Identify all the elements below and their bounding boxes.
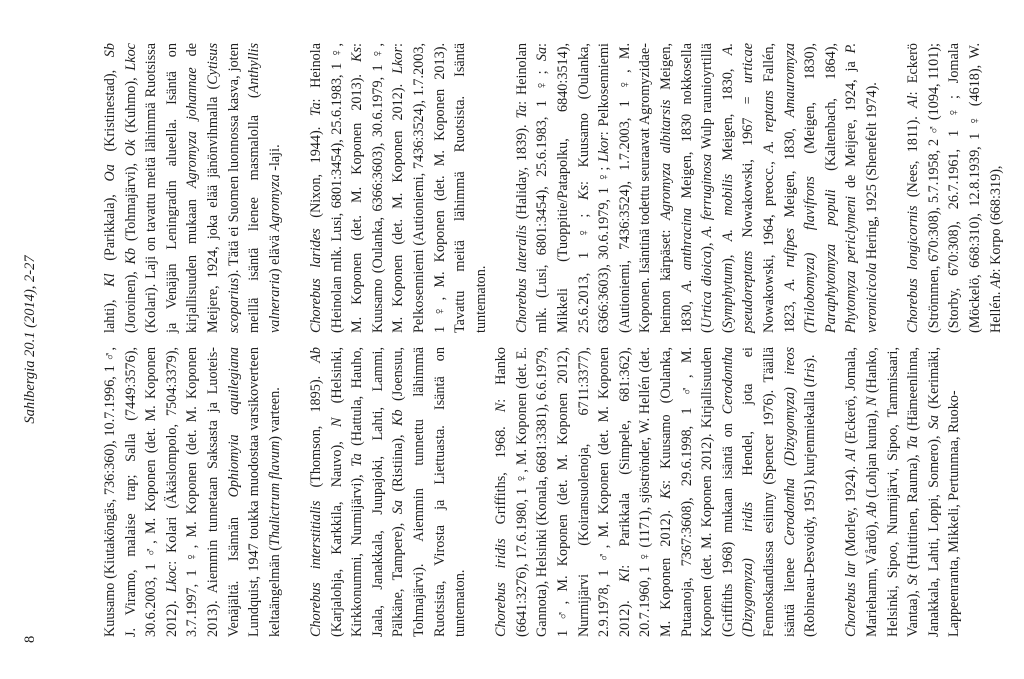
text-run: : Heinola (Heinolan mlk. Lusi, 6801:3454), 25.6.1983, 1 ♀, M. Koponen (det. M. Koponen 2013). bbox=[307, 43, 366, 333]
text-run: : Kuusamo (Oulanka, 6366:3603), 30.6.1979, 1 ♀; bbox=[575, 43, 613, 333]
italic-run: A. anthracina bbox=[678, 207, 695, 292]
text-run: : Pelkosenniemi (Autioniemi, 7436:3524), 1.7.2003, 1 ♀, M. Koponen (det. M. Koponen 2013). Tavattu meitä lähimmä Ruotsista. Isäntä tuntematon. bbox=[390, 43, 489, 333]
text-run: : Hanko (6641:3276), 17.6.1980, 1 ♀, M. Koponen (det. E. Gannota), Helsinki (Konala, 6681:3381), 6.6.1979, 1 ♂, M. Koponen (det. M. Koponen 2012), Nurmijärvi (Koiransuolenoja, 6711:3377), 2.9.1978, 1 ♂, M. Koponen (det. M. Koponen 2012). bbox=[493, 346, 633, 637]
text-run: (Ristiina), bbox=[390, 426, 407, 501]
text-run: Hendel, jota ei Fennoskandiassa esiinny (Spencer 1976). Täällä isäntä lienee bbox=[740, 347, 798, 637]
text-run: : Mikkeli (Tuoppitie/Patapolku, 6840:3514), 25.6.2013, 1 ♀; bbox=[534, 43, 592, 333]
italic-run: Lkor bbox=[596, 135, 613, 163]
italic-run: Cytisus scoparius bbox=[204, 43, 242, 333]
text-run: (Nixon, 1944). bbox=[307, 116, 324, 229]
italic-run: Sa bbox=[925, 415, 942, 430]
text-run: (Lohjan kunta), bbox=[863, 406, 880, 502]
text-run: de Meijere, 1924, ja bbox=[843, 53, 860, 196]
italic-run: N bbox=[863, 396, 880, 407]
paragraph bbox=[841, 347, 965, 637]
italic-run: Chorebus iridis bbox=[493, 538, 510, 637]
text-run: (Nees, 1811). bbox=[905, 107, 922, 206]
paragraph bbox=[100, 43, 285, 333]
text-run: Meigen, 1830, bbox=[719, 55, 736, 174]
text-run: (Helsinki, Kirkkonummi, Nurmijärvi), bbox=[328, 347, 366, 637]
paragraph bbox=[512, 43, 883, 333]
italic-run: P. veronicicola bbox=[843, 42, 880, 333]
italic-run: Ta bbox=[905, 435, 922, 450]
italic-run: A. ferruginosa bbox=[699, 153, 716, 238]
italic-run: Lkor bbox=[390, 46, 407, 74]
text-run: (Hattula, Hauho, Jaala, Janakkala, Juupajoki, Lahti, Lammi, Pälkäne, Tampere), bbox=[349, 347, 407, 637]
italic-run: Chorebus lar bbox=[843, 561, 860, 637]
text-run: (Hanko, Helsinki, Sipoo, Nurmijärvi, Sipoo, Tammisaari, Vantaa), bbox=[863, 347, 922, 637]
right-text-column bbox=[100, 43, 1006, 333]
text-run: Griffiths, 1968. bbox=[493, 412, 510, 539]
italic-run: Chorebus lateralis bbox=[513, 225, 530, 333]
text-run: (Morley, 1924). bbox=[843, 461, 860, 562]
text-run: (Karjalohja, Karkkila, Nauvo), bbox=[328, 427, 345, 637]
italic-run: St bbox=[905, 574, 922, 586]
italic-run: Al bbox=[905, 95, 922, 108]
text-run: Fallén, 1823, bbox=[761, 43, 798, 333]
italic-run: Kl bbox=[102, 273, 118, 287]
italic-run: Iris bbox=[802, 362, 819, 383]
italic-run: Kb bbox=[122, 247, 139, 265]
text-run: : Korpo (668:319), bbox=[987, 165, 1004, 273]
italic-run: Ks bbox=[658, 483, 675, 499]
text-run: ) varteen. bbox=[266, 387, 283, 441]
text-run: Meigen, 1830 nokkosella ( bbox=[678, 43, 716, 333]
text-run: lahti), bbox=[102, 286, 118, 333]
text-run: (Joensuu, Tohmajärvi). Aiemmin tunnettu lähimmä Ruotsista, Virosta ja Liettuasta. Isäntä on tuntematon. bbox=[390, 347, 469, 637]
italic-run: Amauromyza (Trilobomyza) flavifrons bbox=[781, 43, 819, 333]
page-number: 8 bbox=[22, 635, 38, 643]
text-run: ) elävä bbox=[266, 231, 283, 274]
text-run: (Kristinestad), bbox=[102, 57, 118, 165]
paragraph bbox=[491, 347, 821, 637]
left-text-column bbox=[100, 347, 965, 637]
paragraph bbox=[100, 347, 285, 637]
italic-run: Agromyza bbox=[266, 174, 283, 232]
italic-run: N bbox=[328, 417, 345, 428]
text-run: ), bbox=[699, 237, 716, 251]
italic-run: Ab bbox=[863, 501, 880, 518]
italic-run: Ta bbox=[307, 102, 324, 117]
italic-run: Ta bbox=[349, 453, 366, 467]
italic-run: Symphytum bbox=[719, 262, 736, 329]
italic-run: Al bbox=[843, 448, 860, 462]
text-run: : Eckerö (Strömmen, 670:308), 5.7.1958, 2 ♂ (1094, 1101); (Storby, 670:308), 26.7.1961, 1 ♀; Jomala (Möckelö, 668:310), 12.8.1939, 1 ♀ (4618), W. Hellén. bbox=[905, 43, 1004, 333]
italic-run: N bbox=[493, 402, 510, 413]
italic-run: Chorebus larides bbox=[307, 228, 324, 333]
italic-run: A. rufipes bbox=[781, 228, 798, 291]
text-run: Wulp raunioyrtillä ( bbox=[699, 43, 736, 333]
paragraph bbox=[306, 43, 491, 333]
paragraph bbox=[903, 43, 1006, 333]
text-run: Meigen, 1830, bbox=[781, 117, 798, 229]
text-run: Lundquist, 1947 toukka muodostaa varsikoverteen keltaängelmän ( bbox=[246, 347, 283, 637]
italic-run: Sa bbox=[534, 46, 551, 62]
italic-run: Ks bbox=[349, 46, 366, 62]
italic-run: Sb bbox=[102, 43, 118, 58]
text-run: ). Tätä ei Suomen luonnossa kasva, joten meillä isäntä lienee masmalolla ( bbox=[225, 43, 263, 333]
text-run: (Hämeenlinna, Janakkala, Lahti, Loppi, Somero), bbox=[905, 346, 942, 637]
text-run: Meigen, 1830, bbox=[658, 42, 695, 333]
text-run: (Parikkala), bbox=[102, 181, 118, 274]
text-run: : Kuusamo (Oulanka, Putaanoja, 7367:3608), 29.6.1998, 1 ♂, M. Koponen (det. M. Koponen 2012). Kirjallisuuden (Griffiths 1968) mukaan isäntä on bbox=[658, 347, 736, 637]
text-run: (Kaltenbach, 1864), bbox=[822, 43, 839, 190]
italic-run: Paraphytomyza populi bbox=[822, 189, 839, 333]
text-run: -laji. bbox=[266, 144, 283, 175]
text-run: (Huittinen, Rauma), bbox=[905, 449, 922, 575]
text-run: (Kerimäki, Lappeenranta, Mikkeli, Pertunmaa, Ruoko- bbox=[925, 347, 963, 637]
text-run: : Kuusamo (Oulanka, 6366:3603), 30.6.1979, 1 ♀, M. Koponen (det. M. Koponen 2012). bbox=[349, 43, 407, 333]
italic-run: Ophiomyia aquilegiana bbox=[225, 347, 242, 498]
journal-citation: Sahlbergia 20.1 (2014), 2-27 bbox=[22, 255, 38, 424]
text-run: (Eckerö, Jomala, Mariehamn, Vårdö), bbox=[843, 347, 880, 637]
italic-run: Phytomyza periclymeni bbox=[843, 195, 860, 333]
text-run: : Parikkala (Simpele, 681:362), 20.7.1960, 1 ♀ (1171), sjöströnder, W. Hellén (det. M. Koponen 2012). bbox=[616, 347, 675, 637]
paragraph bbox=[306, 347, 471, 637]
italic-run: Lkoc bbox=[122, 43, 139, 71]
italic-run: Agromyza johannae bbox=[184, 67, 201, 189]
text-run: (Kolari). Laji on tavattu meitä lähimmä Ruotsissa ja Venäjän Leningradin alueella. Isäntä on kirjallisuuden mukaan bbox=[143, 43, 201, 333]
italic-run: Ab bbox=[307, 347, 324, 363]
text-run: Kuusamo (Kiutaköngäs, 736:360), 10.7.1996, 1 ♂, J. Viramo, malaise trap; Salla (7449:3576), 30.6.2003, 1 ♂, M. Koponen (det. M. Koponen 2012). bbox=[102, 347, 180, 637]
italic-run: Cerodontha (Dizygomyza) ireos bbox=[781, 347, 798, 546]
text-run: ). bbox=[802, 354, 819, 363]
text-run: (Robineau-Desvoidy, 1951) kurjenmiekalla ( bbox=[802, 382, 819, 637]
italic-run: Urtica dioica bbox=[699, 250, 716, 329]
text-run: (Haliday, 1839). bbox=[513, 118, 530, 226]
italic-run: Ta bbox=[513, 104, 530, 119]
italic-run: Sa bbox=[390, 500, 407, 515]
italic-run: Ok bbox=[122, 139, 139, 157]
italic-run: Ks bbox=[575, 184, 592, 200]
text-run: (Tohmajärvi), bbox=[122, 156, 139, 248]
text-run: (Thomson, 1895). bbox=[307, 362, 324, 501]
text-run: : Heinolan mlk. (Lusi, 6801:3454), 25.6.1983, 1 ♀; bbox=[513, 43, 551, 333]
italic-run: Kl bbox=[616, 568, 633, 583]
italic-run: Oa bbox=[102, 164, 118, 182]
text-run: (Joroinen), bbox=[122, 264, 139, 333]
italic-run: Chorebus interstitialis bbox=[307, 500, 324, 637]
text-run: (Meigen, 1830), bbox=[802, 42, 819, 177]
text-run: Hering, 1925 (Shenefelt 1974). bbox=[863, 82, 880, 263]
italic-run: Cerodontha (Dizygomyza) iridis bbox=[719, 347, 757, 637]
page-header bbox=[22, 0, 46, 679]
italic-run: Anthyllis valneraria bbox=[246, 43, 283, 333]
text-run: (Kuhmo), bbox=[122, 70, 139, 140]
italic-run: Agromyza albitarsis bbox=[658, 99, 675, 220]
italic-run: A. pseudoreptans bbox=[719, 42, 757, 333]
italic-run: Ab bbox=[987, 272, 1004, 289]
text-run: ), bbox=[719, 241, 736, 263]
italic-run: urticae bbox=[740, 43, 757, 84]
italic-run: Lkoc bbox=[163, 564, 180, 593]
italic-run: Thalictrum flavum bbox=[266, 440, 283, 546]
italic-run: A. mobilis bbox=[719, 173, 736, 242]
italic-run: Kb bbox=[390, 409, 407, 426]
italic-run: A. reptans bbox=[761, 90, 777, 153]
text-run: : Pelkosenniemi (Autioniemi, 7436:3524), 1.7.2003, 1 ♀, M. Koponen. Isäntinä todettu seuraavat Agromyzidae-heimon kärpäset: bbox=[596, 43, 675, 333]
text-run: de Meijere, 1924, joka elää jänönvihmalla ( bbox=[184, 43, 221, 333]
italic-run: Chorebus longicornis bbox=[905, 205, 922, 333]
text-run: : Kolari (Äkäslompolo, 7504:3379), 3.7.1997, 1 ♀, M. Koponen (det. M. Koponen 2013). Aiemmin tunnetaan Saksasta ja Luoteis-Venäjältä. Isännän bbox=[163, 347, 242, 637]
text-run: Nowakowski, 1964, preocc., bbox=[761, 152, 777, 333]
text-run: Nowakowski, 1967 = bbox=[740, 83, 757, 251]
